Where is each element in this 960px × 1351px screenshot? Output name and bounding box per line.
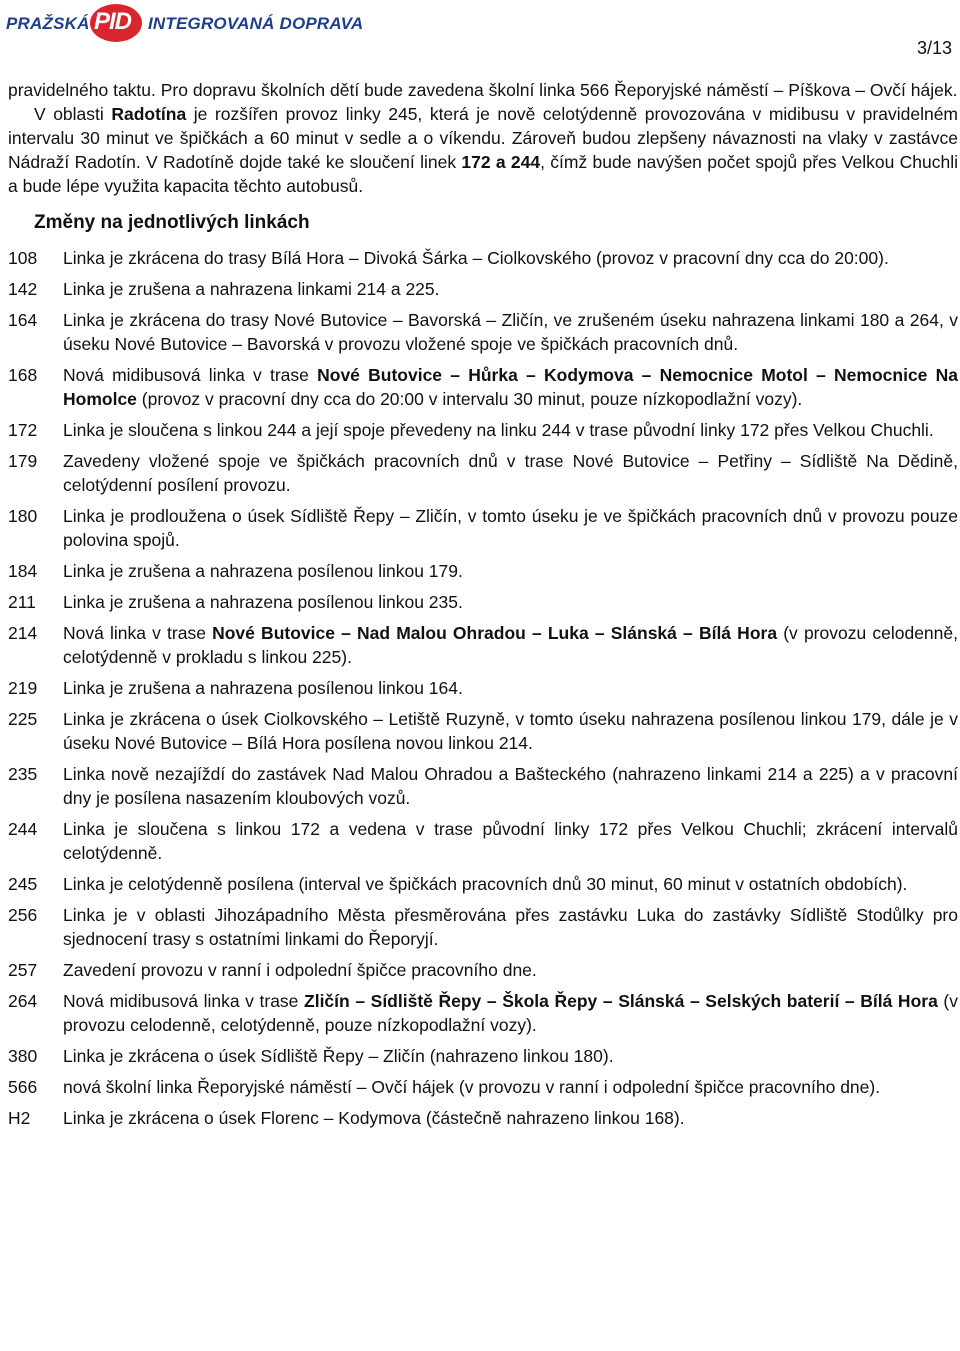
line-entry	[8, 504, 958, 552]
line-number: 214	[8, 623, 38, 643]
line-description	[63, 676, 958, 700]
description-text: Linka je zrušena a nahrazena posílenou linkou 235.	[63, 592, 463, 612]
pid-logo-mark	[90, 4, 142, 42]
line-description	[63, 363, 958, 411]
line-description	[63, 449, 958, 497]
line-number: 566	[8, 1077, 38, 1097]
route-bold-text: Nové Butovice – Nad Malou Ohradou – Luka – Slánská – Bílá Hora	[212, 623, 778, 643]
text-run-bold: Radotína	[111, 104, 187, 124]
line-number: 180	[8, 506, 38, 526]
line-number: 380	[8, 1046, 38, 1066]
line-description	[63, 1044, 958, 1068]
description-text: (v provozu celodenně, celotýdenně v prokladu s linkou 225).	[63, 623, 958, 667]
section-title: Změny na jednotlivých linkách	[34, 212, 310, 233]
line-changes-list	[8, 246, 958, 1130]
line-entry	[8, 559, 958, 583]
description-text: Zavedení provozu v ranní i odpolední špičce pracovního dne.	[63, 960, 537, 980]
line-number: 235	[8, 764, 38, 784]
line-entry	[8, 1106, 958, 1130]
line-number: 179	[8, 451, 38, 471]
line-description	[63, 958, 958, 982]
description-text: Nová midibusová linka v trase	[63, 991, 305, 1011]
intro-paragraph-2	[8, 102, 958, 198]
line-description	[63, 762, 958, 810]
description-text: Linka je celotýdenně posílena (interval ve špičkách pracovních dnů 30 minut, 60 minut v ostatních obdobích).	[63, 874, 908, 894]
description-text: Linka je zrušena a nahrazena posílenou linkou 164.	[63, 678, 463, 698]
document-body	[8, 78, 958, 1137]
line-entry	[8, 817, 958, 865]
description-text: Linka je zkrácena do trasy Nové Butovice – Bavorská – Zličín, ve zrušeném úseku nahrazena linkami 180 a 264, v úseku Nové Butovice – Bavorská v provozu vložené spoje ve špičkách pracovních dnů.	[63, 310, 958, 354]
line-description	[63, 504, 958, 552]
line-number: 244	[8, 819, 38, 839]
description-text: Linka nově nezajíždí do zastávek Nad Malou Ohradou a Bašteckého (nahrazeno linkami 214 a 225) a v pracovní dny je posílena nasazením kloubových vozů.	[63, 764, 958, 808]
text-run: V oblasti	[34, 104, 112, 124]
line-entry	[8, 277, 958, 301]
line-entry	[8, 246, 958, 270]
description-text: Nová linka v trase	[63, 623, 213, 643]
line-number: 108	[8, 248, 38, 268]
description-text: Linka je prodloužena o úsek Sídliště Řepy – Zličín, v tomto úseku je ve špičkách pracovních dnů v provozu pouze polovina spojů.	[63, 506, 958, 550]
route-bold-text: Nové Butovice – Hůrka – Kodymova – Nemocnice Motol – Nemocnice Na Homolce	[63, 365, 958, 409]
line-number: H2	[8, 1108, 31, 1128]
line-number: 264	[8, 991, 38, 1011]
line-number: 257	[8, 960, 38, 980]
text-run: je rozšířen provoz linky 245, která je nově celotýdenně provozována v midibusu v pravidelném intervalu 30 minut ve špičkách a 60 minut v sedle a o víkendu. Zároveň budou zlepšeny návaznosti na vlaky v zastávce Nádraží Radotín. V Radotíně dojde také ke sloučení linek	[8, 104, 959, 172]
line-description	[63, 590, 958, 614]
line-description	[63, 989, 958, 1037]
line-number: 211	[8, 592, 36, 612]
line-number: 168	[8, 365, 38, 385]
description-text: Linka je v oblasti Jihozápadního Města přesměrována přes zastávku Luka do zastávky Sídliště Stodůlky pro sjednocení trasy s ostatními linkami do Řeporyjí.	[63, 905, 958, 949]
line-entry	[8, 958, 958, 982]
description-text: Nová midibusová linka v trase	[63, 365, 318, 385]
line-entry	[8, 762, 958, 810]
text-run-bold: 172 a 244	[461, 152, 541, 172]
line-entry	[8, 872, 958, 896]
line-number: 172	[8, 420, 38, 440]
logo-mark-text: PID	[94, 8, 132, 35]
line-entry	[8, 418, 958, 442]
line-number: 142	[8, 279, 38, 299]
pid-logo	[6, 4, 366, 44]
line-description	[63, 418, 958, 442]
logo-text-right: INTEGROVANÁ DOPRAVA	[148, 14, 364, 33]
description-text: nová školní linka Řeporyjské náměstí – Ovčí hájek (v provozu v ranní i odpolední špičce pracovního dne).	[63, 1077, 881, 1097]
line-description	[63, 246, 958, 270]
line-entry	[8, 363, 958, 411]
line-description	[63, 559, 958, 583]
description-text: Linka je zkrácena o úsek Sídliště Řepy – Zličín (nahrazeno linkou 180).	[63, 1046, 614, 1066]
line-entry	[8, 707, 958, 755]
page-number: 3/13	[916, 38, 952, 58]
line-description	[63, 707, 958, 755]
line-number: 256	[8, 905, 38, 925]
line-description	[63, 1106, 958, 1130]
route-bold-text: Zličín – Sídliště Řepy – Škola Řepy – Slánská – Selských baterií – Bílá Hora	[304, 991, 938, 1011]
line-number: 184	[8, 561, 38, 581]
description-text: (provoz v pracovní dny cca do 20:00 v intervalu 30 minut, pouze nízkopodlažní vozy).	[136, 389, 803, 409]
line-entry	[8, 1044, 958, 1068]
line-number: 219	[8, 678, 38, 698]
line-entry	[8, 308, 958, 356]
description-text: Linka je sloučena s linkou 172 a vedena v trase původní linky 172 přes Velkou Chuchli; zkrácení intervalů celotýdenně.	[63, 819, 958, 863]
line-entry	[8, 621, 958, 669]
line-number: 245	[8, 874, 38, 894]
logo-text-left: PRAŽSKÁ	[6, 14, 90, 33]
text-run: , čímž bude navýšen počet spojů přes Velkou Chuchli a bude lépe využita kapacita těchto autobusů.	[8, 152, 959, 196]
intro-paragraph-1: pravidelného taktu. Pro dopravu školních dětí bude zavedena školní linka 566 Řeporyjské náměstí – Píškova – Ovčí hájek.	[8, 80, 958, 100]
line-entry	[8, 1075, 958, 1099]
line-entry	[8, 903, 958, 951]
description-text: Linka je zkrácena do trasy Bílá Hora – Divoká Šárka – Ciolkovského (provoz v pracovní dny cca do 20:00).	[63, 248, 889, 268]
line-entry	[8, 989, 958, 1037]
line-description	[63, 277, 958, 301]
description-text: Linka je zrušena a nahrazena linkami 214 a 225.	[63, 279, 440, 299]
description-text: Linka je sloučena s linkou 244 a její spoje převedeny na linku 244 v trase původní linky 172 přes Velkou Chuchli.	[63, 420, 934, 440]
line-entry	[8, 676, 958, 700]
description-text: Linka je zkrácena o úsek Florenc – Kodymova (částečně nahrazeno linkou 168).	[63, 1108, 685, 1128]
line-entry	[8, 590, 958, 614]
description-text: Zavedeny vložené spoje ve špičkách pracovních dnů v trase Nové Butovice – Petřiny – Sídliště Na Dědině, celotýdenní posílení provozu.	[63, 451, 958, 495]
line-description	[63, 903, 958, 951]
description-text: Linka je zrušena a nahrazena posílenou linkou 179.	[63, 561, 463, 581]
line-number: 164	[8, 310, 38, 330]
line-entry	[8, 449, 958, 497]
line-number: 225	[8, 709, 38, 729]
line-description	[63, 872, 958, 896]
line-description	[63, 817, 958, 865]
line-description	[63, 621, 958, 669]
line-description	[63, 1075, 958, 1099]
description-text: Linka je zkrácena o úsek Ciolkovského – Letiště Ruzyně, v tomto úseku nahrazena posílenou linkou 179, dále je v úseku Nové Butovice – Bílá Hora posílena novou linkou 214.	[63, 709, 958, 753]
description-text: (v provozu celodenně, celotýdenně, pouze nízkopodlažní vozy).	[63, 991, 958, 1035]
line-description	[63, 308, 958, 356]
